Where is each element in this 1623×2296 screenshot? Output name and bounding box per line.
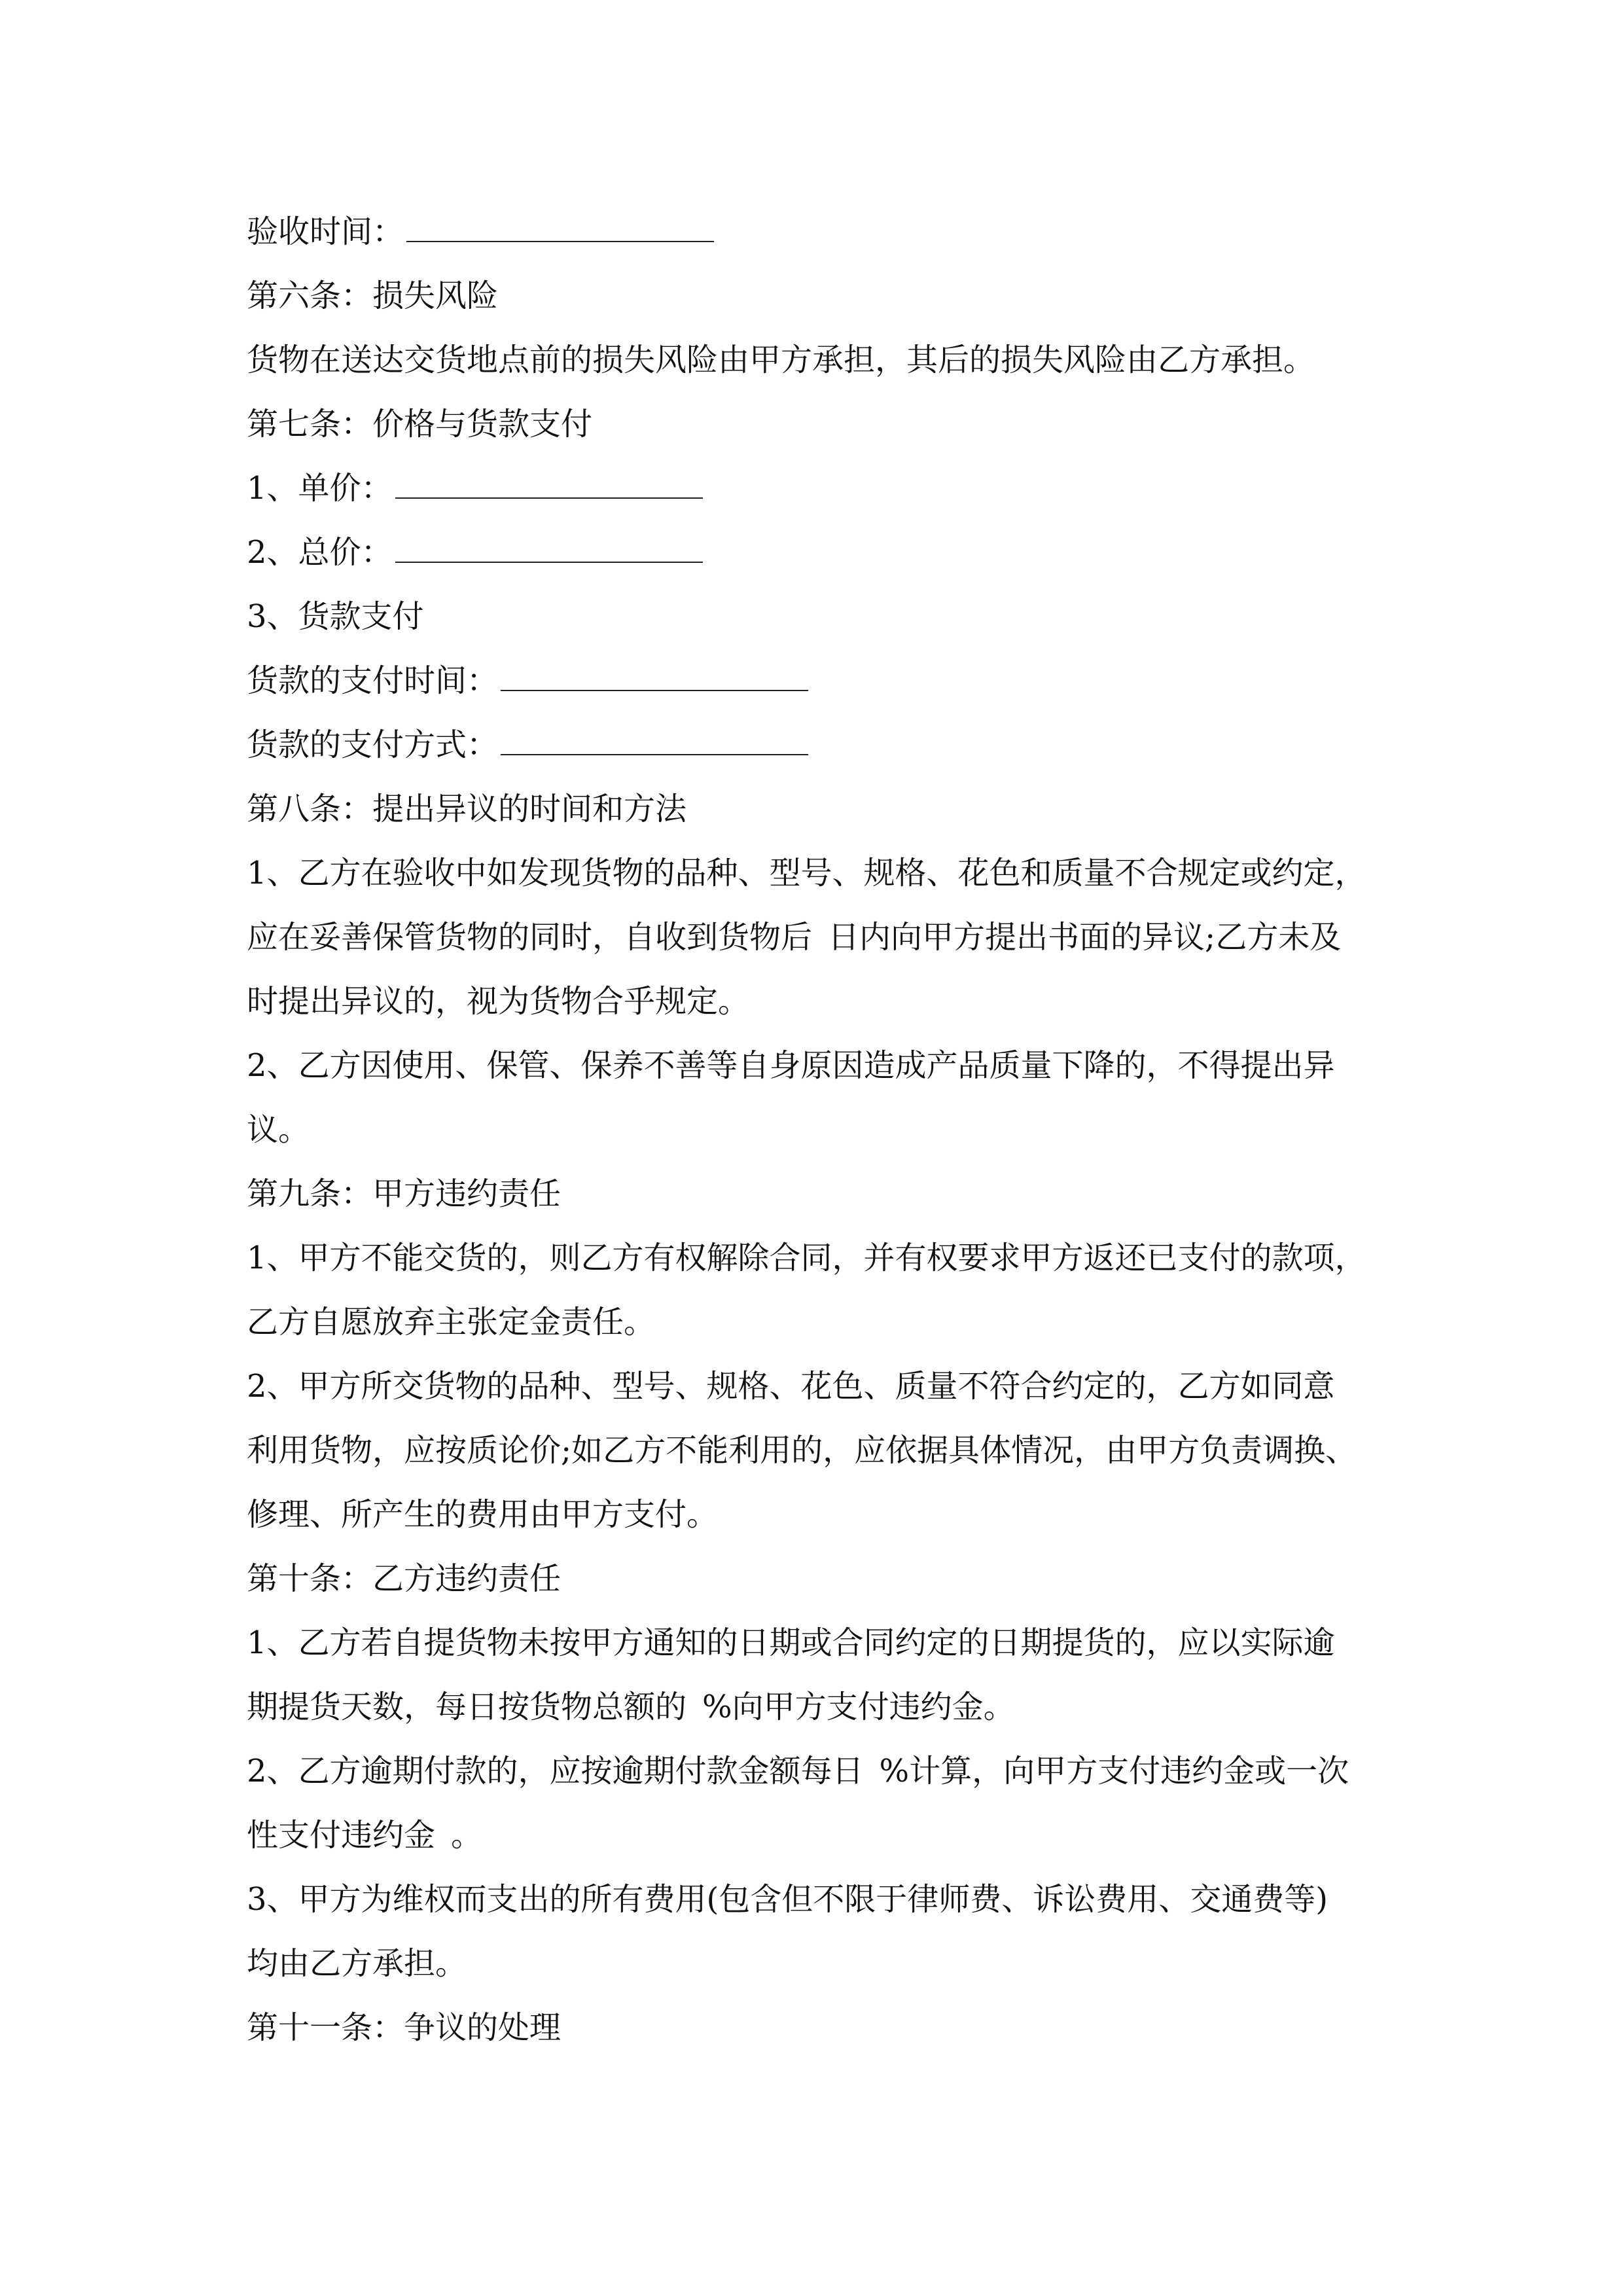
payment-time-label: 货款的支付时间： <box>247 662 499 699</box>
text-segment: %向甲方支付违约金。 <box>702 1689 1015 1725</box>
article-9-clause-2-line-3: 修理、所产生的费用由甲方支付。 <box>247 1496 719 1533</box>
article-9-clause-2-line-1: 2、甲方所交货物的品种、型号、规格、花色、质量不符合约定的，乙方如同意 <box>247 1368 1335 1405</box>
payment-time-line <box>247 649 808 713</box>
total-price-label: 2、总价： <box>247 534 393 571</box>
article-11-heading: 第十一条：争议的处理 <box>247 2009 562 2046</box>
article-10-clause-1-line-2 <box>247 1675 1015 1739</box>
text-segment: %计算，向甲方支付违约金或一次 <box>879 1753 1349 1789</box>
text-segment: 2、乙方逾期付款的，应按逾期付款金额每日 <box>247 1753 864 1789</box>
article-9-heading: 第九条：甲方违约责任 <box>247 1175 562 1212</box>
article-9-clause-1-line-2: 乙方自愿放弃主张定金责任。 <box>247 1304 656 1340</box>
unit-price-line <box>247 456 703 520</box>
acceptance-time-label: 验收时间： <box>247 213 404 250</box>
risk-of-loss-paragraph: 货物在送达交货地点前的损失风险由甲方承担，其后的损失风险由乙方承担。 <box>247 342 1315 378</box>
article-9-clause-1-line-1: 1、甲方不能交货的，则乙方有权解除合同，并有权要求甲方返还已支付的款项， <box>247 1240 1366 1276</box>
total-price-line <box>247 520 703 584</box>
acceptance-time-line <box>247 200 714 264</box>
text-segment: 期提货天数，每日按货物总额的 <box>247 1689 687 1725</box>
acceptance-time-blank <box>406 217 714 242</box>
payment-method-label: 货款的支付方式： <box>247 726 499 763</box>
article-9-clause-2-line-2: 利用货物，应按质论价;如乙方不能利用的，应依据具体情况，由甲方负责调换、 <box>247 1432 1357 1469</box>
text-segment: 。 <box>451 1817 483 1854</box>
payment-method-blank <box>501 730 808 755</box>
article-6-heading: 第六条：损失风险 <box>247 278 499 314</box>
article-10-clause-2-line-2 <box>247 1803 482 1867</box>
article-8-heading: 第八条：提出异议的时间和方法 <box>247 791 687 827</box>
article-10-clause-3-line-2: 均由乙方承担。 <box>247 1945 467 1982</box>
payment-time-blank <box>501 666 808 691</box>
article-10-clause-2-line-1 <box>247 1739 1349 1803</box>
article-7-heading: 第七条：价格与货款支付 <box>247 406 593 442</box>
article-8-clause-1-line-2 <box>247 905 1341 969</box>
article-8-clause-1-line-1: 1、乙方在验收中如发现货物的品种、型号、规格、花色和质量不合规定或约定， <box>247 855 1366 891</box>
unit-price-label: 1、单价： <box>247 470 393 507</box>
article-8-clause-2-line-1: 2、乙方因使用、保管、保养不善等自身原因造成产品质量下降的，不得提出异 <box>247 1047 1335 1084</box>
total-price-blank <box>395 538 703 563</box>
article-8-clause-1-line-3: 时提出异议的，视为货物合乎规定。 <box>247 983 750 1020</box>
article-8-clause-2-line-2: 议。 <box>247 1111 310 1148</box>
text-segment: 日内向甲方提出书面的异议;乙方未及 <box>828 919 1342 956</box>
unit-price-blank <box>395 474 703 499</box>
article-10-clause-1-line-1: 1、乙方若自提货物未按甲方通知的日期或合同约定的日期提货的，应以实际逾 <box>247 1624 1335 1661</box>
text-segment: 应在妥善保管货物的同时，自收到货物后 <box>247 919 813 956</box>
payment-subheading: 3、货款支付 <box>247 598 424 635</box>
article-10-heading: 第十条：乙方违约责任 <box>247 1560 562 1597</box>
article-10-clause-3-line-1: 3、甲方为维权而支出的所有费用(包含但不限于律师费、诉讼费用、交通费等) <box>247 1881 1328 1918</box>
text-segment: 性支付违约金 <box>247 1817 436 1854</box>
payment-method-line <box>247 713 808 777</box>
